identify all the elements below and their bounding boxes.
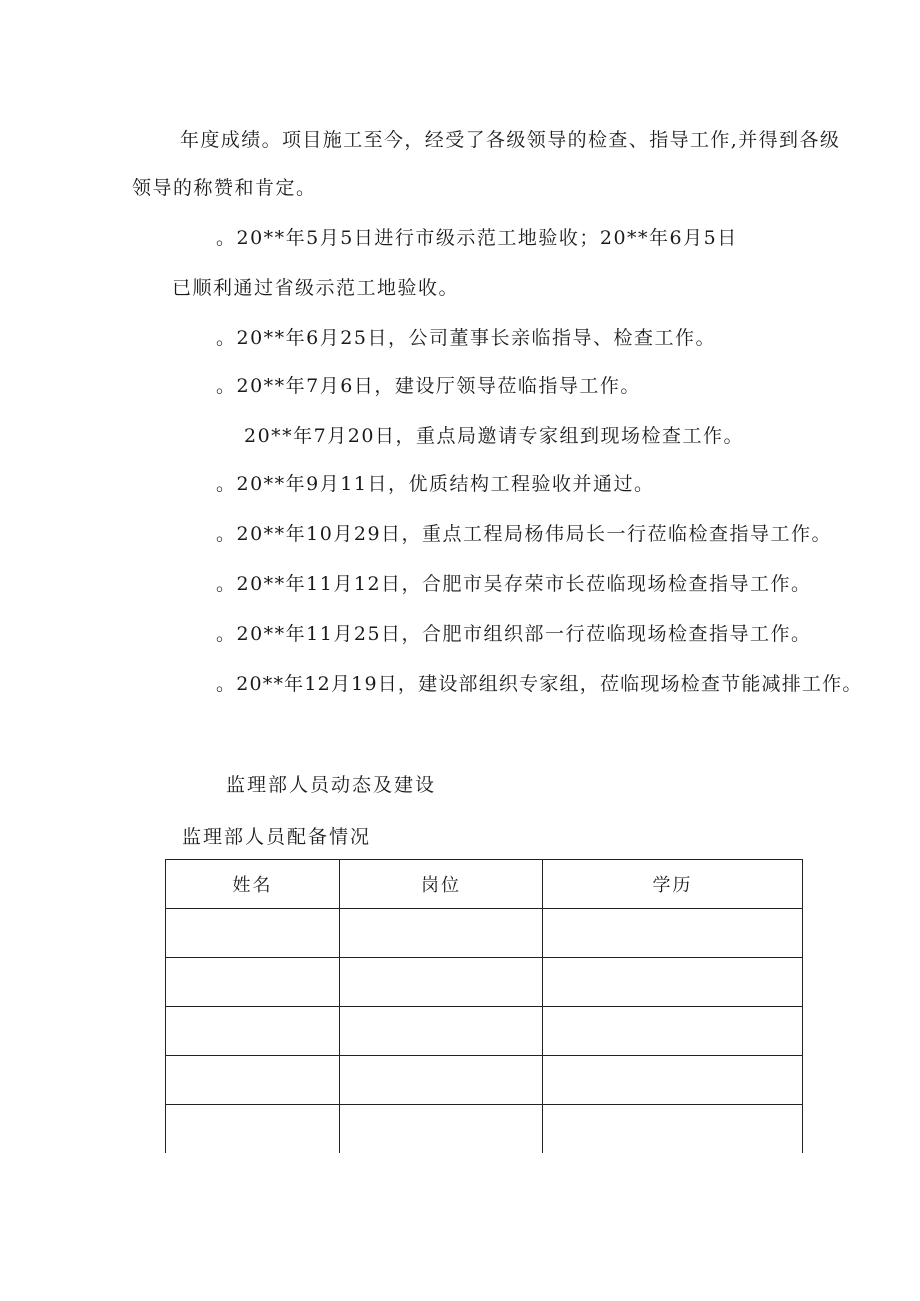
table-cell <box>340 909 543 958</box>
table-cell <box>166 1105 340 1154</box>
section-heading: 监理部人员动态及建设 <box>226 774 437 796</box>
event-item: 。20**年12月19日，建设部组织专家组，莅临现场检查节能减排工作。 <box>216 673 863 695</box>
table-cell <box>340 1105 543 1154</box>
table-cell <box>166 1007 340 1056</box>
table-cell <box>543 958 803 1007</box>
table-cell <box>166 958 340 1007</box>
table-header-row <box>166 860 803 909</box>
staff-table <box>165 859 803 1153</box>
table-cell <box>166 1056 340 1105</box>
header-position: 岗位 <box>340 860 543 909</box>
table-cell <box>543 1105 803 1154</box>
event-item: 。20**年9月11日，优质结构工程验收并通过。 <box>216 473 655 495</box>
event-item: 。20**年11月25日，合肥市组织部一行莅临现场检查指导工作。 <box>216 623 812 645</box>
table-cell <box>543 1007 803 1056</box>
event-item: 。20**年5月5日进行市级示范工地验收；20**年6月5日 <box>216 227 738 249</box>
table-cell <box>340 1056 543 1105</box>
table-cell <box>543 909 803 958</box>
event-item: 。20**年10月29日，重点工程局杨伟局长一行莅临检查指导工作。 <box>216 523 833 545</box>
intro-line-1: 年度成绩。项目施工至今，经受了各级领导的检查、指导工作,并得到各级 <box>180 129 841 151</box>
event-item: 。20**年7月6日，建设厅领导莅临指导工作。 <box>216 375 641 397</box>
event-item: 。20**年11月12日，合肥市吴存荣市长莅临现场检查指导工作。 <box>216 573 812 595</box>
table-cell <box>340 958 543 1007</box>
section-subheading: 监理部人员配备情况 <box>182 826 372 848</box>
event-item: 20**年7月20日，重点局邀请专家组到现场检查工作。 <box>244 425 744 447</box>
table-row <box>166 909 803 958</box>
table-row <box>166 1056 803 1105</box>
table-row <box>166 1007 803 1056</box>
header-education: 学历 <box>543 860 803 909</box>
header-name: 姓名 <box>166 860 340 909</box>
table-cell <box>166 909 340 958</box>
table-cell <box>340 1007 543 1056</box>
event-item-continued: 已顺利通过省级示范工地验收。 <box>172 277 460 299</box>
intro-line-2: 领导的称赞和肯定。 <box>132 177 317 199</box>
event-item: 。20**年6月25日，公司董事长亲临指导、检查工作。 <box>216 327 716 349</box>
table-row <box>166 1105 803 1154</box>
table-cell <box>543 1056 803 1105</box>
table-row <box>166 958 803 1007</box>
